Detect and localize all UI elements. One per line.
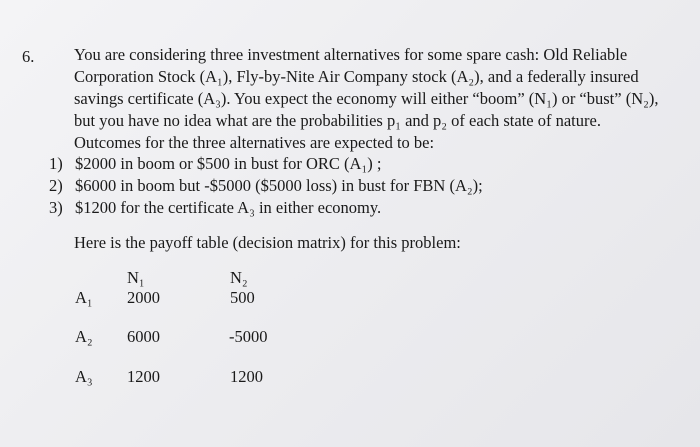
table-cell: -5000	[229, 327, 268, 346]
table-cell: 1200	[127, 367, 160, 386]
row-label: A₁	[75, 288, 93, 307]
table-intro: Here is the payoff table (decision matrix) for this problem:	[74, 233, 461, 252]
table-cell: 2000	[127, 288, 160, 307]
intro-line: but you have no idea what are the probabilities p₁ and p₂ of each state of nature.	[74, 111, 601, 130]
table-cell: 500	[230, 288, 255, 307]
intro-line: Outcomes for the three alternatives are expected to be:	[74, 133, 435, 152]
problem-number: 6.	[22, 47, 35, 66]
list-marker: 2)	[49, 176, 63, 195]
intro-line: Corporation Stock (A₁), Fly-by-Nite Air Company stock (A₂), and a federally insured	[74, 67, 639, 86]
intro-line: You are considering three investment alternatives for some spare cash: Old Reliable	[74, 45, 628, 64]
column-header: N₂	[230, 268, 248, 287]
list-item: $1200 for the certificate A₃ in either economy.	[75, 198, 382, 217]
table-cell: 1200	[230, 367, 263, 386]
table-cell: 6000	[127, 327, 160, 346]
column-header: N₁	[127, 268, 145, 287]
list-item: $2000 in boom or $500 in bust for ORC (A₁) ;	[75, 154, 382, 173]
list-marker: 1)	[49, 154, 63, 173]
list-item: $6000 in boom but -$5000 ($5000 loss) in bust for FBN (A₂);	[75, 176, 483, 195]
row-label: A₃	[75, 367, 93, 386]
intro-line: savings certificate (A₃). You expect the economy will either “boom” (N₁) or “bust” (N₂),	[74, 89, 659, 108]
list-marker: 3)	[49, 198, 63, 217]
row-label: A₂	[75, 327, 93, 346]
